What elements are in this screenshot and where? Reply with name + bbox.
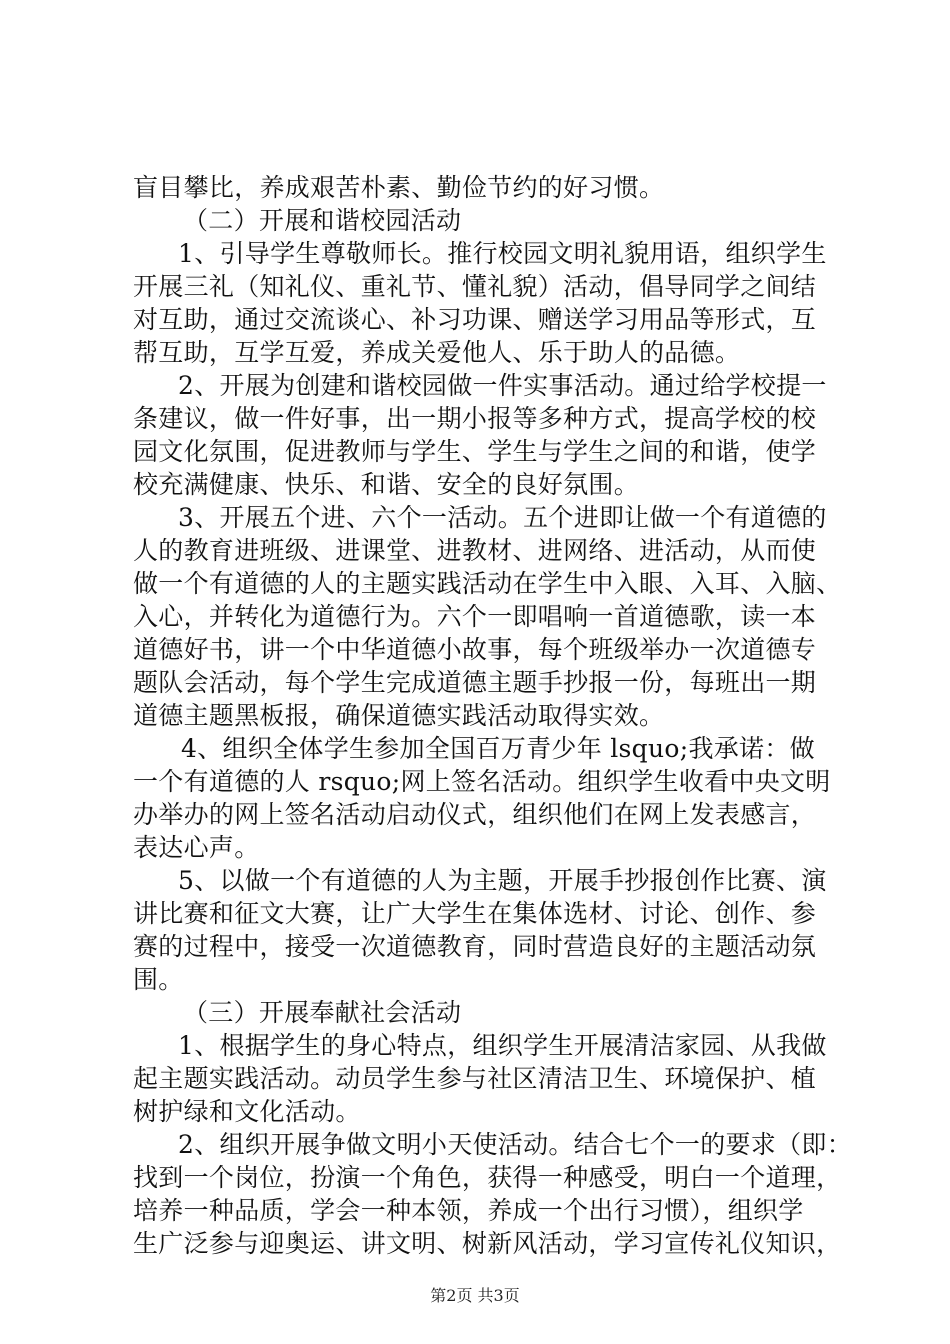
text-line: 做一个有道德的人的主题实践活动在学生中入眼、入耳、入脑、 <box>133 569 842 598</box>
text-line: 围。 <box>133 965 184 994</box>
text-line: 赛的过程中，接受一次道德教育，同时营造良好的主题活动氛 <box>133 932 817 961</box>
text-line: 盲目攀比，养成艰苦朴素、勤俭节约的好习惯。 <box>133 173 665 202</box>
text-line: 2、组织开展争做文明小天使活动。结合七个一的要求（即： <box>178 1130 853 1159</box>
text-line: 帮互助，互学互爱，养成关爱他人、乐于助人的品德。 <box>133 338 741 367</box>
page-footer: 第2页 共3页 <box>430 1286 520 1305</box>
section-heading: （二）开展和谐校园活动 <box>183 206 462 235</box>
text-line: 生广泛参与迎奥运、讲文明、树新风活动，学习宣传礼仪知识， <box>133 1229 842 1258</box>
text-line: 3、开展五个进、六个一活动。五个进即让做一个有道德的 <box>178 503 827 532</box>
text-line: 一个有道德的人 rsquo;网上签名活动。组织学生收看中央文明 <box>133 767 831 796</box>
text-line: 入心，并转化为道德行为。六个一即唱响一首道德歌，读一本 <box>133 602 817 631</box>
text-line: 5、以做一个有道德的人为主题，开展手抄报创作比赛、演 <box>178 866 827 895</box>
text-line: 道德主题黑板报，确保道德实践活动取得实效。 <box>133 701 665 730</box>
text-line: 题队会活动，每个学生完成道德主题手抄报一份，每班出一期 <box>133 668 817 697</box>
text-line: 开展三礼（知礼仪、重礼节、懂礼貌）活动，倡导同学之间结 <box>133 272 817 301</box>
text-line: 园文化氛围，促进教师与学生、学生与学生之间的和谐，使学 <box>133 437 817 466</box>
text-line: 办举办的网上签名活动启动仪式，组织他们在网上发表感言， <box>133 800 817 829</box>
text-line: 人的教育进班级、进课堂、进教材、进网络、进活动，从而使 <box>133 536 817 565</box>
text-line: 培养一种品质，学会一种本领，养成一个出行习惯），组织学 <box>133 1196 804 1225</box>
text-line: 2、开展为创建和谐校园做一件实事活动。通过给学校提一 <box>178 371 827 400</box>
text-line: 对互助，通过交流谈心、补习功课、赠送学习用品等形式，互 <box>133 305 817 334</box>
text-line: 找到一个岗位，扮演一个角色，获得一种感受，明白一个道理， <box>133 1163 842 1192</box>
text-line: 表达心声。 <box>133 833 260 862</box>
text-line: 讲比赛和征文大赛，让广大学生在集体选材、讨论、创作、参 <box>133 899 817 928</box>
text-line: 校充满健康、快乐、和谐、安全的良好氛围。 <box>133 470 640 499</box>
text-line: 条建议，做一件好事，出一期小报等多种方式，提高学校的校 <box>133 404 817 433</box>
text-line: 1、根据学生的身心特点，组织学生开展清洁家园、从我做 <box>178 1031 827 1060</box>
section-heading: （三）开展奉献社会活动 <box>183 998 462 1027</box>
text-line: 1、引导学生尊敬师长。推行校园文明礼貌用语，组织学生 <box>178 239 827 268</box>
text-line: 道德好书，讲一个中华道德小故事，每个班级举办一次道德专 <box>133 635 817 664</box>
text-line: 起主题实践活动。动员学生参与社区清洁卫生、环境保护、植 <box>133 1064 817 1093</box>
text-line: 树护绿和文化活动。 <box>133 1097 361 1126</box>
text-line: 4、组织全体学生参加全国百万青少年 lsquo;我承诺：做 <box>181 734 815 763</box>
